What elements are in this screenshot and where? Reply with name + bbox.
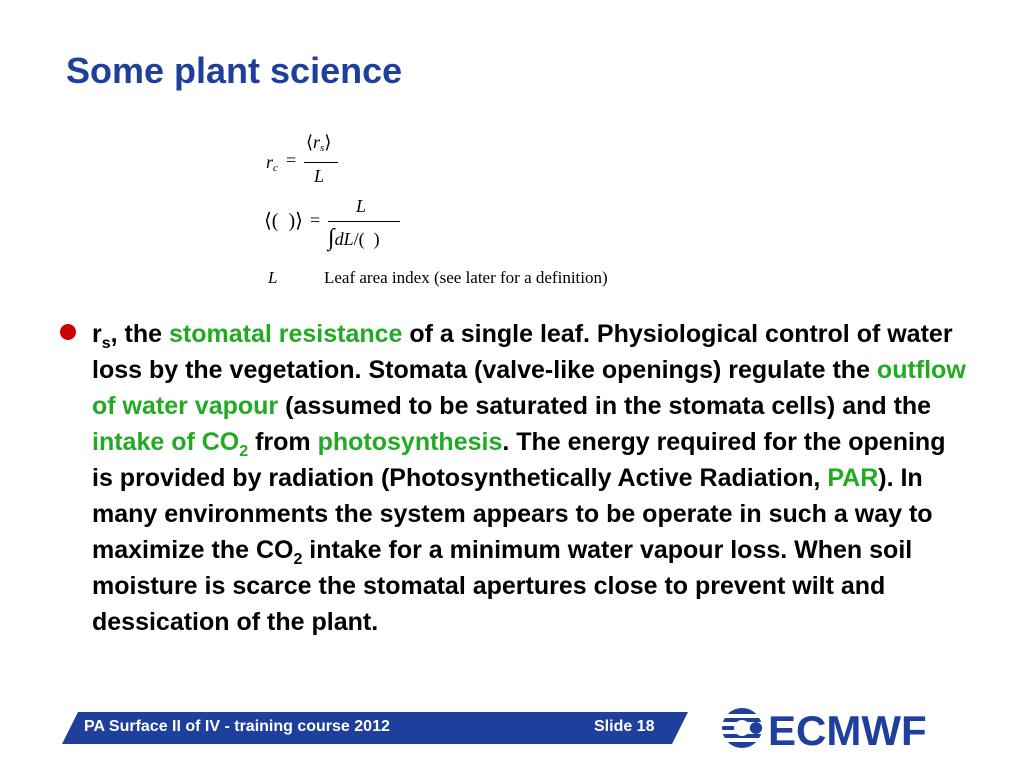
eq2-numerator: L <box>356 196 367 216</box>
bullet-paragraph: $r_s$, the stomatal resistance of a single leaf. Physiological control of water loss by the vegetation. Stomata (valve-like openings) regulate the outflow of water vapour (assumed to be saturated in the stomata cells) and the intake of $CO_2$ from photosynthesis. The energy required for the opening is provided by radiation (Photosynthetically Active Radiation, PAR). In many environments the system appears to be operate in such a way to maximize the $CO_2$ intake for a minimum water vapour loss. When soil moisture is scarce the stomatal apertures close to prevent wilt and dessication of the plant. <box>92 320 966 636</box>
definition-symbol: L <box>268 268 278 287</box>
definition-text: Leaf area index (see later for a definition) <box>324 268 608 287</box>
eq1-numerator: $⟨r_s⟩$ <box>306 132 332 154</box>
logo-text: ECMWF <box>768 707 927 752</box>
footer-course-label: PA Surface II of IV - training course 2012 <box>84 718 390 735</box>
ecmwf-logo <box>720 704 960 752</box>
eq2-equals: = <box>310 210 321 230</box>
term-outflow-water-vapour: outflow of water vapour <box>92 356 966 420</box>
eq2-lhs: ⟨( )⟩ <box>264 210 303 232</box>
term-par: PAR <box>827 464 879 492</box>
eq1-equals: = <box>286 150 297 170</box>
term-intake-co2: intake of $CO_2$ <box>92 428 249 460</box>
bullet-item <box>60 316 970 640</box>
term-stomatal-resistance: stomatal resistance <box>168 320 403 348</box>
eq2-denominator: ∫dL/( ) <box>328 225 380 251</box>
bullet-icon <box>60 324 76 340</box>
footer-slide-number: Slide 18 <box>594 718 655 735</box>
eq1-lhs: $r_c$ <box>266 152 278 174</box>
term-photosynthesis: photosynthesis <box>317 428 503 456</box>
eq1-denominator: L <box>314 166 325 186</box>
slide-title: Some plant science <box>66 50 403 91</box>
eq2-fraction-bar <box>328 221 400 222</box>
eq1-fraction-bar <box>304 162 338 163</box>
